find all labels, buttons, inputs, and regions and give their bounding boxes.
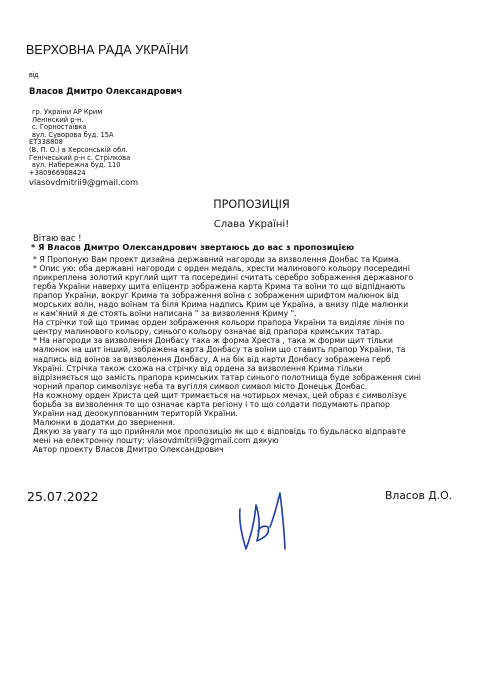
phone-number: +380966908424 [29, 168, 86, 177]
address-line: с. Горностаївка [32, 123, 87, 132]
address-line: вул. Набережна буд. 110 [32, 161, 121, 170]
handwritten-signature [230, 487, 300, 553]
body-line: На стрічки той що тримає орден зображення кольори прапора України та виділяє лінія по [33, 318, 405, 328]
signature-stroke [270, 493, 285, 549]
body-line: прикреплена золотий круглий щит та посередині считать серебро зображення державного [33, 273, 414, 283]
addressee-heading: ВЕРХОВНА РАДА УКРАЇНИ [26, 43, 189, 57]
body-line: Дякую за увагу та що прийняли моє пропозицію як що є відповідь то будьласко відправте [33, 426, 406, 436]
address-line: Ленінский р-н. [32, 115, 84, 124]
signature-name: Власов Д.О. [385, 489, 453, 502]
body-line: На кожному орден Христа цей щит тримається на чотирьох мечах, цей образ є символізує [33, 390, 407, 400]
document-title: ПРОПОЗИЦІЯ [213, 198, 290, 211]
letter-date: 25.07.2022 [27, 489, 99, 504]
body-line: * На нагороди за визволення Донбасу така ж форма Хреста , така ж форми щит тільки [33, 336, 393, 346]
body-line: борьба за визволення то що означає карта регіону і то що солдати подумають прапор [33, 399, 390, 409]
body-line: * Опис ую: оба державні нагороди с орден медаль, хрести малинового кольору посередині [33, 264, 410, 274]
body-line: України над деоокуппованним територій України. [33, 408, 238, 418]
salutation: Вітаю вас ! [33, 233, 82, 243]
email-address: vlasovdmitrii9@gmail.com [29, 177, 139, 188]
body-line: * Я Пропоную Вам проект дизайна державний нагороди за визволення Донбас та Крима. [33, 255, 402, 264]
address-line: ЕТ338808 [29, 138, 63, 147]
body-line: н кам'яний я де стоять воїни написана " за визволення Криму ". [33, 309, 297, 319]
proposal-body [33, 255, 483, 454]
body-line: морських волн, надо воїнам та біля Крима надпись Крим це Україна, а внизу піде малюнки [33, 300, 409, 310]
address-line: Генічеський р-н с. Стрілкова [29, 153, 131, 162]
signature-stroke [240, 505, 269, 549]
body-line: надпись від воїнов за визволення Донбасу, А на бік від карти Донбасу зображена герб [33, 354, 391, 364]
body-line: Малюнки в додатки до звернення. [33, 417, 176, 427]
body-line: Автор проекту Власов Дмитро Олександрович [33, 444, 224, 454]
greeting: Слава Україні! [213, 219, 290, 230]
sender-address [29, 109, 229, 187]
body-line: центру малинового кольору, синього кольору означає від прапора кримських татар. [33, 327, 383, 337]
body-line: мені на електронну пошту: vlasovdmitrii9@gmail.com дякую [33, 435, 279, 445]
body-line: Україні. Стрічка також схожа на стрічку від ордена за визволення Крима тільки [33, 363, 363, 373]
intro-line: * Я Власов Дмитро Олександрович звертаюсь до вас з пропозицією [31, 242, 355, 252]
body-line: відрізняється що замість прапора кримських татар синього полотнища буде зображення сині [33, 372, 421, 382]
address-line: гр. України АР Крим [32, 108, 103, 116]
body-line: чорний прапор символізує неба та вугілля символ символ місто Донецьк Донбас. [33, 381, 368, 391]
body-line: малюнок на щит інший, зображена карта Донбасу та воїни що ставить прапор України, та [33, 345, 406, 355]
sender-name: Власов Дмитро Олександрович [29, 86, 183, 96]
address-line: вул. Суворова буд. 15А [32, 130, 114, 139]
from-label: від [29, 72, 39, 79]
address-line: (В. П. О.) в Херсонській обл. [29, 145, 128, 154]
body-line: герба України наверху щита епіцентр зображена карта Крима та воїни то що відпіднають [33, 282, 406, 292]
body-line: прапор України, вокруг Крима та зображення воїна с зображення шрифтом малюнок від [33, 291, 399, 301]
